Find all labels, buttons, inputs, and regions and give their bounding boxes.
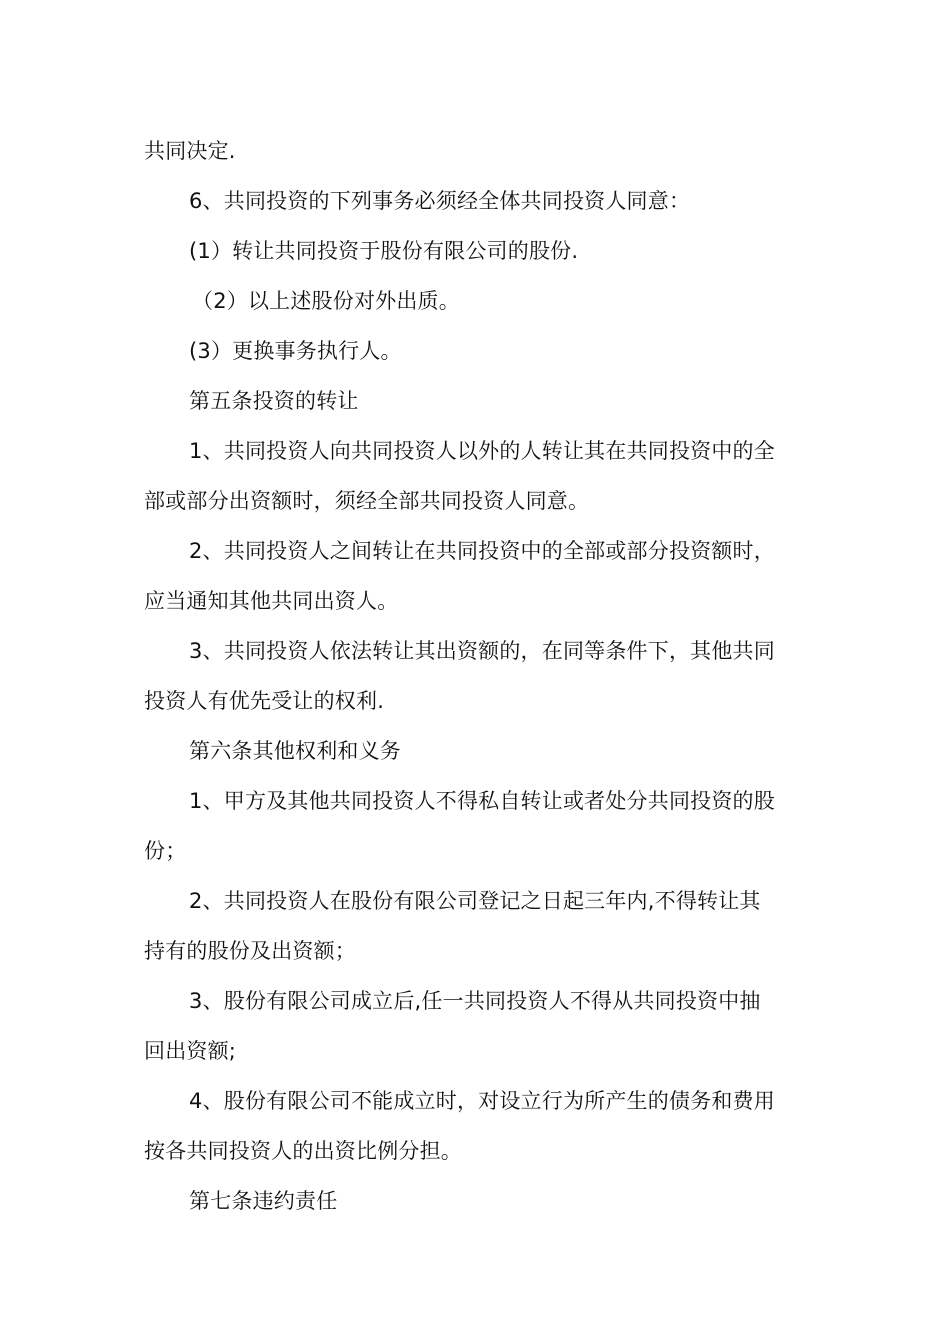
text-line-art6-item-1: 1、甲方及其他共同投资人不得私自转让或者处分共同投资的股 — [189, 789, 775, 813]
text-line-art6-item-3: 3、股份有限公司成立后,任一共同投资人不得从共同投资中抽 — [189, 989, 761, 1013]
text-line-art5-item-1-cont: 部或部分出资额时，须经全部共同投资人同意。 — [144, 489, 590, 513]
section-heading-article-6: 第六条其他权利和义务 — [189, 739, 401, 763]
text-line-art6-item-2: 2、共同投资人在股份有限公司登记之日起三年内,不得转让其 — [189, 889, 761, 913]
text-line-subitem-1: (1）转让共同投资于股份有限公司的股份. — [189, 239, 579, 263]
text-line-art6-item-4-cont: 按各共同投资人的出资比例分担。 — [144, 1139, 462, 1163]
section-heading-article-7: 第七条违约责任 — [189, 1189, 338, 1213]
text-line-continuation: 共同决定. — [144, 139, 236, 163]
section-heading-article-5: 第五条投资的转让 — [189, 389, 359, 413]
text-line-art6-item-4: 4、股份有限公司不能成立时，对设立行为所产生的债务和费用 — [189, 1089, 775, 1113]
text-line-art6-item-1-cont: 份； — [144, 839, 187, 863]
text-line-art5-item-2: 2、共同投资人之间转让在共同投资中的全部或部分投资额时， — [189, 539, 775, 563]
text-line-art5-item-3-cont: 投资人有优先受让的权利. — [144, 689, 385, 713]
text-line-art6-item-3-cont: 回出资额; — [144, 1039, 237, 1063]
text-line-art5-item-3: 3、共同投资人依法转让其出资额的，在同等条件下，其他共同 — [189, 639, 775, 663]
text-line-art6-item-2-cont: 持有的股份及出资额； — [144, 939, 356, 963]
text-line-art5-item-2-cont: 应当通知其他共同出资人。 — [144, 589, 399, 613]
text-line-subitem-3: (3）更换事务执行人。 — [189, 339, 402, 363]
text-line-art5-item-1: 1、共同投资人向共同投资人以外的人转让其在共同投资中的全 — [189, 439, 775, 463]
text-line-subitem-2: （2）以上述股份对外出质。 — [192, 289, 460, 313]
text-line-item-6: 6、共同投资的下列事务必须经全体共同投资人同意： — [189, 189, 691, 213]
